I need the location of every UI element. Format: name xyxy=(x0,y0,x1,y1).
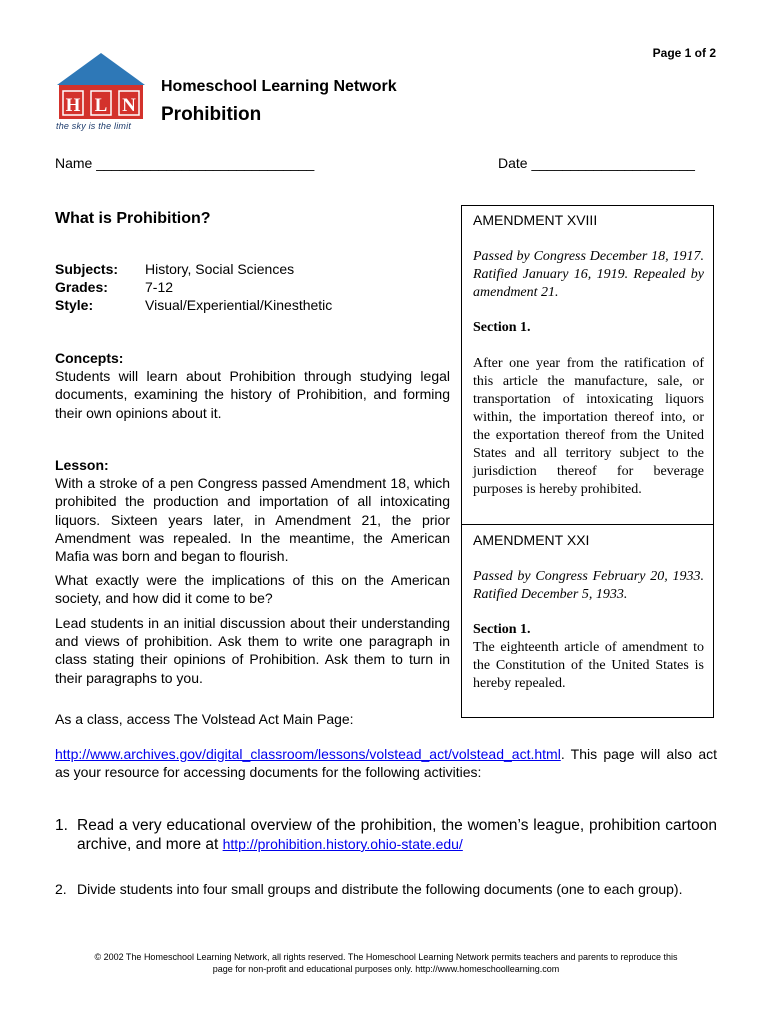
volstead-link[interactable]: http://www.archives.gov/digital_classroom/lessons/volstead_act/volstead_act.html xyxy=(55,746,561,762)
amendment-xviii-section: Section 1. xyxy=(473,320,531,335)
name-field: Name ____________________________ xyxy=(55,155,315,171)
concepts-section xyxy=(55,349,450,422)
amendment-divider xyxy=(462,524,713,525)
lesson-section xyxy=(55,456,450,565)
lesson-question: What exactly were the implications of this on the American society, and how did it come to be? xyxy=(55,572,450,607)
amendment-xxi-text: The eighteenth article of amendment to the Constitution of the United States is hereby repealed. xyxy=(473,640,704,691)
lesson-meta xyxy=(55,260,332,314)
volstead-paragraph xyxy=(55,745,717,781)
amendment-xxi-heading: AMENDMENT XXI xyxy=(473,532,590,548)
organization-name: Homeschool Learning Network xyxy=(161,78,397,95)
volstead-after-text: . This page will also act as your resource for accessing documents for the following activities: xyxy=(55,746,717,780)
concepts-heading: Concepts: xyxy=(55,350,124,366)
concepts-text: Students will learn about Prohibition through studying legal documents, examining the history of Prohibition, and forming their own opinions about it. xyxy=(55,368,450,421)
logo-tagline: the sky is the limit xyxy=(56,121,132,131)
amendments-box xyxy=(461,205,714,718)
svg-text:L: L xyxy=(94,95,108,116)
amendment-xviii-text: After one year from the ratification of this article the manufacture, sale, or transportation of intoxicating liquors within, the importation thereof into, or the exportation thereof from the United States and all territory subject to the jurisdiction thereof for beverage purposes is hereby prohibited. xyxy=(473,356,704,497)
amendment-xviii-heading: AMENDMENT XVIII xyxy=(473,212,598,228)
list-item xyxy=(55,816,717,854)
activity-intro: As a class, access The Volstead Act Main Page: xyxy=(55,711,354,727)
amendment-xxi-passed: Passed by Congress February 20, 1933. Ratified December 5, 1933. xyxy=(473,569,704,602)
footer-line-2: page for non-profit and educational purposes only. http://www.homeschoollearning.com xyxy=(212,964,560,974)
list-item-text: Divide students into four small groups and distribute the following documents (one to each group). xyxy=(77,881,683,897)
list-item-number: 2. xyxy=(55,881,67,897)
amendment-xxi-section: Section 1. xyxy=(473,622,531,637)
footer-line-1: © 2002 The Homeschool Learning Network, all rights reserved. The Homeschool Learning Network permits teachers and parents to reproduce this xyxy=(94,952,678,962)
meta-row-subjects: Subjects: History, Social Sciences xyxy=(55,261,295,277)
copyright-footer xyxy=(55,951,717,975)
lesson-instructions: Lead students in an initial discussion about their understanding and views of prohibition. Ask them to write one paragraph in class stating their opinions of Prohibition. Ask them to turn in their paragraphs to you. xyxy=(55,615,450,686)
section-heading: What is Prohibition? xyxy=(55,210,211,227)
lesson-text: With a stroke of a pen Congress passed Amendment 18, which prohibited the production and importation of all intoxicating liquors. Sixteen years later, in Amendment 21, the prior Amendment was repealed. In the meantime, the American Mafia was born and began to flourish. xyxy=(55,475,450,565)
ohio-state-link[interactable]: http://prohibition.history.ohio-state.edu/ xyxy=(222,836,463,852)
svg-text:N: N xyxy=(122,95,136,116)
list-item xyxy=(55,880,717,898)
amendment-xviii-passed: Passed by Congress December 18, 1917. Ratified January 16, 1919. Repealed by amendment 21. xyxy=(473,249,704,300)
list-item-number: 1. xyxy=(55,817,68,834)
svg-text:H: H xyxy=(65,95,81,116)
lesson-heading: Lesson: xyxy=(55,457,109,473)
list-item-text: Read a very educational overview of the prohibition, the women’s league, prohibition cartoon archive, and more at xyxy=(77,817,717,853)
page-title: Prohibition xyxy=(161,104,262,125)
meta-row-style: Style: Visual/Experiential/Kinesthetic xyxy=(55,297,333,313)
date-field: Date _____________________ xyxy=(498,155,695,171)
page-number: Page 1 of 2 xyxy=(652,46,716,60)
meta-row-grades: Grades: 7-12 xyxy=(55,279,174,295)
